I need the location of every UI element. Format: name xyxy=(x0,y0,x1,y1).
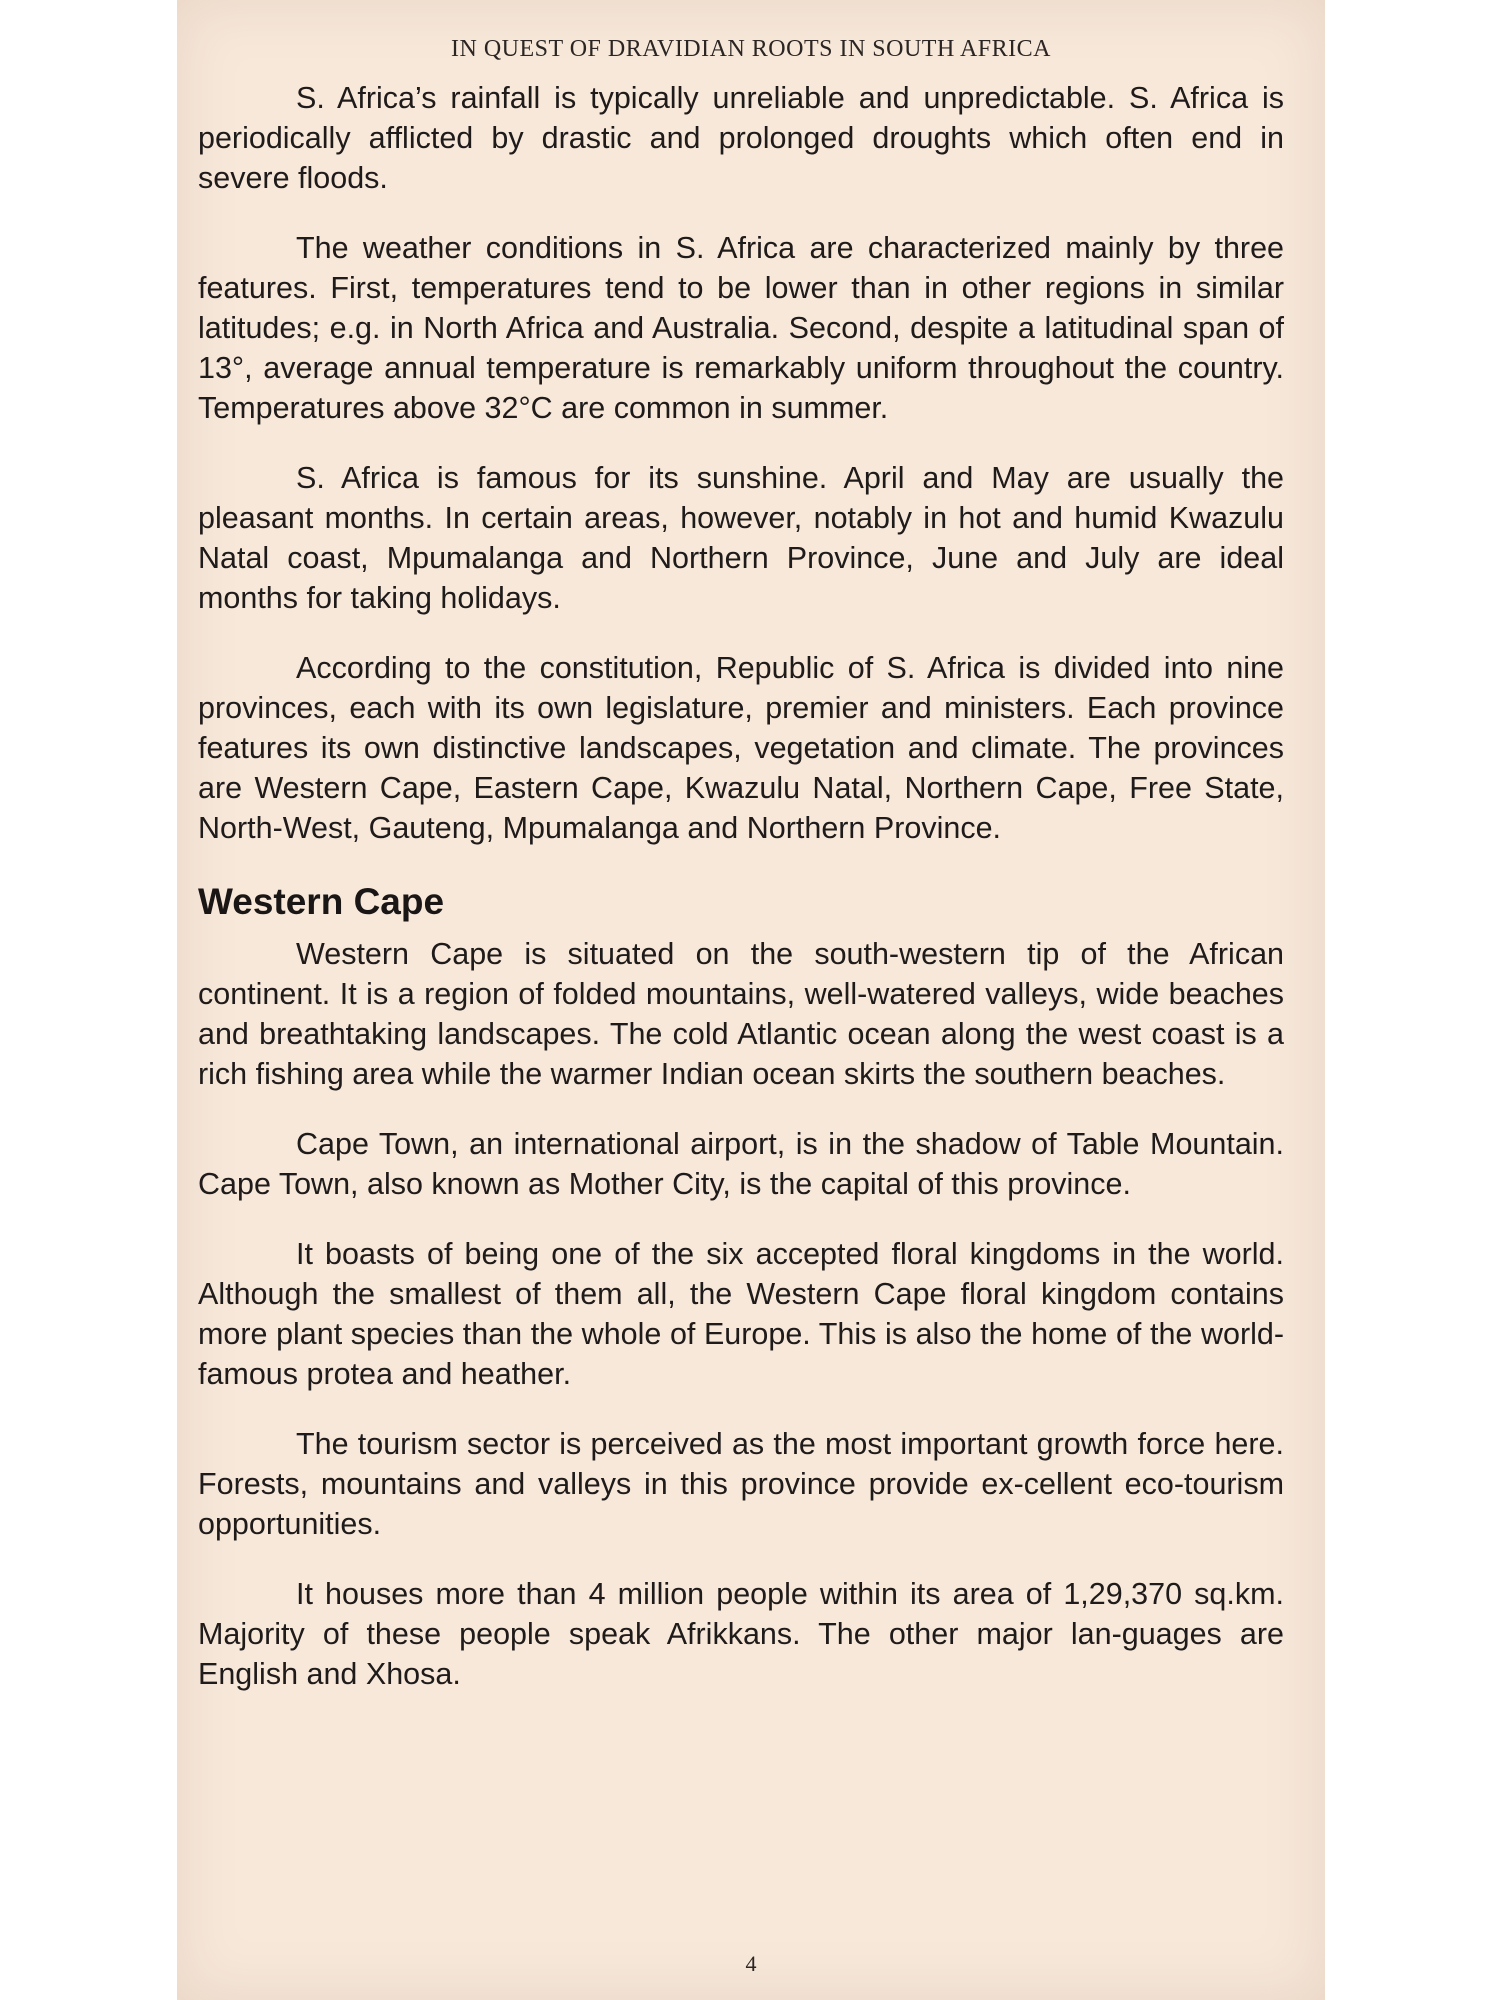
paragraph-weather: The weather conditions in S. Africa are characterized mainly by three features. First, temperatures tend to be lower than in other regions in similar latitudes; e.g. in North Africa and Australia. Second, despite a latitudinal span of 13°, average annual temperature is remarkably uniform throughout the country. Temperatures above 32°C are common in summer. xyxy=(198,231,1284,425)
paragraph-cape-town: Cape Town, an international airport, is in the shadow of Table Mountain. Cape Town, also known as Mother City, is the capital of this province. xyxy=(198,1127,1284,1201)
running-header: IN QUEST OF DRAVIDIAN ROOTS IN SOUTH AFRICA xyxy=(451,36,1051,62)
page-number: 4 xyxy=(745,1951,757,1976)
paragraph-tourism: The tourism sector is perceived as the most important growth force here. Forests, mountains and valleys in this province provide ex-cellent eco-tourism opportunities. xyxy=(198,1427,1284,1541)
paragraph-population: It houses more than 4 million people within its area of 1,29,370 sq.km. Majority of these people speak Afrikkans. The other major lan-guages are English and Xhosa. xyxy=(198,1577,1284,1691)
paragraph-provinces: According to the constitution, Republic of S. Africa is divided into nine provinces, each with its own legislature, premier and ministers. Each province features its own distinctive landscapes, vegetation and climate. The provinces are Western Cape, Eastern Cape, Kwazulu Natal, Northern Cape, Free State, North-West, Gauteng, Mpumalanga and Northern Province. xyxy=(198,651,1284,845)
paragraph-rainfall: S. Africa’s rainfall is typically unreliable and unpredictable. S. Africa is periodically afflicted by drastic and prolonged droughts which often end in severe floods. xyxy=(198,81,1284,195)
section-heading: Western Cape xyxy=(198,881,445,922)
paragraph-sunshine: S. Africa is famous for its sunshine. April and May are usually the pleasant months. In certain areas, however, notably in hot and humid Kwazulu Natal coast, Mpumalanga and Northern Province, June and July are ideal months for taking holidays. xyxy=(198,461,1284,615)
book-page xyxy=(177,0,1325,2000)
paragraph-location: Western Cape is situated on the south-western tip of the African continent. It is a region of folded mountains, well-watered valleys, wide beaches and breathtaking landscapes. The cold Atlantic ocean along the west coast is a rich fishing area while the warmer Indian ocean skirts the southern beaches. xyxy=(198,937,1284,1091)
paragraph-floral-kingdom: It boasts of being one of the six accepted floral kingdoms in the world. Although the smallest of them all, the Western Cape floral kingdom contains more plant species than the whole of Europe. This is also the home of the world-famous protea and heather. xyxy=(198,1237,1284,1391)
page-content xyxy=(198,78,1284,1724)
